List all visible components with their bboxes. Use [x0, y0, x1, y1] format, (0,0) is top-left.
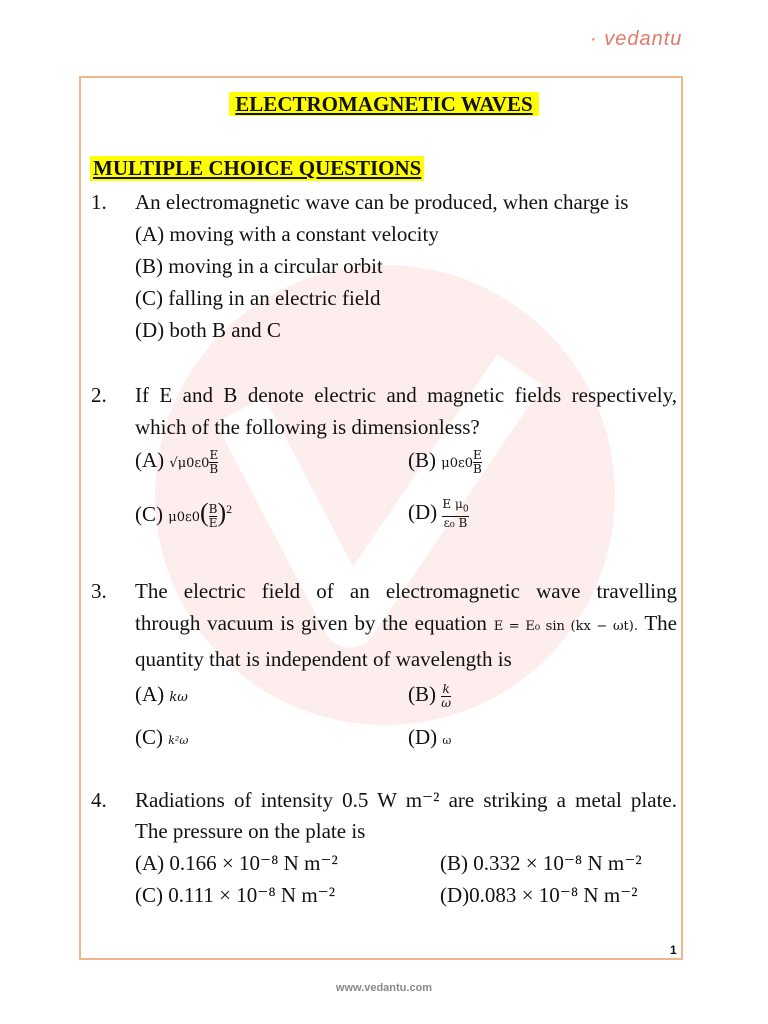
option-b: (B) μ0ε0 $\frac{E}{B}$ [408, 447, 482, 476]
option-d: (D) ω [408, 725, 452, 749]
question-text: Radiations of intensity 0.5 W m⁻² are striking a metal plate. [135, 788, 677, 812]
option-d: (D)0.083 × 10⁻⁸ N m⁻² [440, 883, 638, 907]
option-b: (B) moving in a circular orbit [135, 254, 383, 278]
question-text: The electric field of an electromagnetic wave travelling [135, 579, 677, 603]
option-d: (D) both B and C [135, 318, 281, 342]
question-text: The pressure on the plate is [135, 819, 366, 843]
option-a: (A) kω [135, 682, 188, 706]
footer-url[interactable]: www.vedantu.com [335, 982, 433, 994]
page-title: ELECTROMAGNETIC WAVES [0, 92, 768, 117]
question-number: 2. [91, 383, 107, 407]
vedantu-logo: · vedantu [590, 28, 683, 50]
option-a: (A) √μ0ε0 $\frac{E}{B}$ [135, 447, 219, 476]
question-text: through vacuum is given by the equation E = E₀ sin (kx − ωt). The [135, 611, 677, 635]
question-number: 1. [91, 190, 107, 214]
option-c: (C) 0.111 × 10⁻⁸ N m⁻² [135, 883, 336, 907]
option-d: (D) $\frac{E \mu_0}{\text{ε₀ B}}$ [408, 497, 469, 531]
option-b: (B) 0.332 × 10⁻⁸ N m⁻² [440, 851, 642, 875]
option-c: (C) k²ω [135, 725, 189, 749]
question-number: 3. [91, 579, 107, 603]
question-text: If E and B denote electric and magnetic fields respectively, [135, 383, 677, 407]
question-text: quantity that is independent of wavelength is [135, 647, 512, 671]
section-title: MULTIPLE CHOICE QUESTIONS [90, 156, 424, 181]
option-b: (B) $\frac{k}{\omega}$ [408, 681, 452, 710]
question-text: which of the following is dimensionless? [135, 415, 480, 439]
page-number: 1 [670, 943, 677, 957]
option-a: (A) 0.166 × 10⁻⁸ N m⁻² [135, 851, 338, 875]
wave-equation: E = E₀ sin (kx − ωt). [493, 619, 638, 634]
question-text: An electromagnetic wave can be produced, when charge is [135, 190, 629, 214]
question-number: 4. [91, 788, 107, 812]
option-c: (C) μ0ε0( $\frac{B}{E}$ )$^2$ [135, 498, 233, 530]
option-c: (C) falling in an electric field [135, 286, 381, 310]
option-a: (A) moving with a constant velocity [135, 222, 439, 246]
